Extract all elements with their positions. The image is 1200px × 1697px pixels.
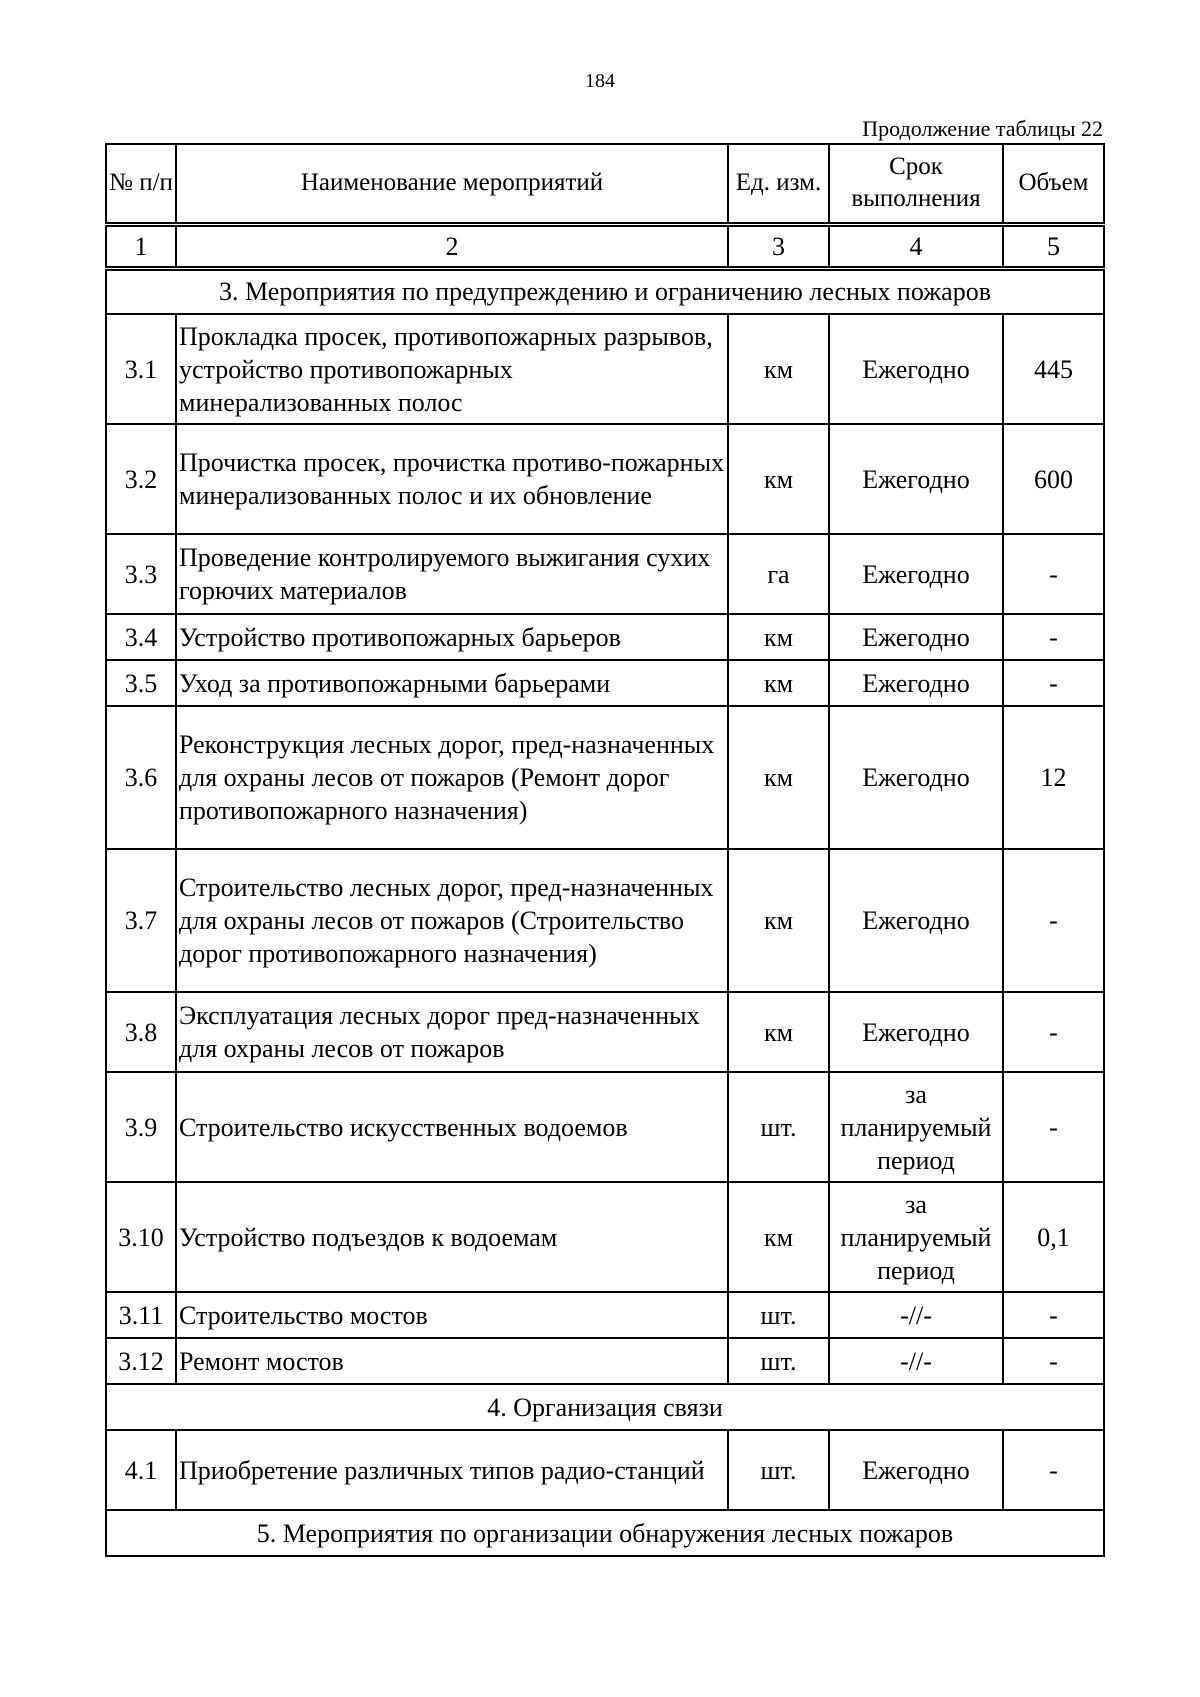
row-number: 3.7 (106, 849, 176, 992)
volume-cell: 12 (1003, 706, 1104, 849)
term-cell: Ежегодно (829, 424, 1003, 534)
measure-name: Ремонт мостов (176, 1338, 728, 1384)
column-number: 3 (728, 224, 829, 268)
header-name: Наименование мероприятий (176, 144, 728, 224)
volume-cell: - (1003, 1072, 1104, 1182)
table-row (106, 992, 1104, 1072)
unit-cell: км (728, 660, 829, 706)
row-number: 3.10 (106, 1182, 176, 1292)
table-row (106, 849, 1104, 992)
table-row (106, 1072, 1104, 1182)
row-number: 3.12 (106, 1338, 176, 1384)
measure-name: Строительство лесных дорог, пред-назначенных для охраны лесов от пожаров (Строительство дорог противопожарного назначения) (176, 849, 728, 992)
table-row (106, 1338, 1104, 1384)
row-number: 3.5 (106, 660, 176, 706)
table-row (106, 660, 1104, 706)
term-cell: Ежегодно (829, 534, 1003, 614)
measure-name: Прочистка просек, прочистка противо-пожарных минерализованных полос и их обновление (176, 424, 728, 534)
row-number: 3.9 (106, 1072, 176, 1182)
section-title: 4. Организация связи (106, 1384, 1104, 1430)
section-title: 5. Мероприятия по организации обнаружения лесных пожаров (106, 1510, 1104, 1556)
volume-cell: - (1003, 1430, 1104, 1510)
measure-name: Устройство подъездов к водоемам (176, 1182, 728, 1292)
unit-cell: шт. (728, 1292, 829, 1338)
term-cell: Ежегодно (829, 614, 1003, 660)
table-row (106, 614, 1104, 660)
measure-name: Реконструкция лесных дорог, пред-назначенных для охраны лесов от пожаров (Ремонт дорог противопожарного назначения) (176, 706, 728, 849)
page-number: 184 (585, 70, 615, 92)
table-caption: Продолжение таблицы 22 (862, 116, 1103, 141)
unit-cell: км (728, 424, 829, 534)
row-number: 4.1 (106, 1430, 176, 1510)
unit-cell: шт. (728, 1072, 829, 1182)
measure-name: Строительство мостов (176, 1292, 728, 1338)
header-unit: Ед. изм. (728, 144, 829, 224)
volume-cell: - (1003, 992, 1104, 1072)
row-number: 3.2 (106, 424, 176, 534)
unit-cell: км (728, 614, 829, 660)
term-cell: за планируемый период (829, 1072, 1003, 1182)
column-numbers-row (106, 224, 1104, 268)
term-cell: Ежегодно (829, 849, 1003, 992)
row-number: 3.6 (106, 706, 176, 849)
table-row (106, 1292, 1104, 1338)
row-number: 3.8 (106, 992, 176, 1072)
unit-cell: км (728, 706, 829, 849)
volume-cell: - (1003, 614, 1104, 660)
volume-cell: 445 (1003, 314, 1104, 424)
term-cell: Ежегодно (829, 314, 1003, 424)
term-cell: Ежегодно (829, 660, 1003, 706)
table-row (106, 706, 1104, 849)
unit-cell: га (728, 534, 829, 614)
header-row (106, 144, 1104, 224)
unit-cell: шт. (728, 1430, 829, 1510)
table-row (106, 314, 1104, 424)
row-number: 3.1 (106, 314, 176, 424)
row-number: 3.3 (106, 534, 176, 614)
header-term: Срок выполнения (829, 144, 1003, 224)
row-number: 3.11 (106, 1292, 176, 1338)
section-title-row (106, 268, 1104, 314)
column-number: 1 (106, 224, 176, 268)
table-row (106, 1182, 1104, 1292)
measure-name: Эксплуатация лесных дорог пред-назначенных для охраны лесов от пожаров (176, 992, 728, 1072)
column-number: 2 (176, 224, 728, 268)
unit-cell: км (728, 314, 829, 424)
volume-cell: 600 (1003, 424, 1104, 534)
row-number: 3.4 (106, 614, 176, 660)
volume-cell: - (1003, 1338, 1104, 1384)
volume-cell: - (1003, 1292, 1104, 1338)
term-cell: Ежегодно (829, 1430, 1003, 1510)
section-title-row (106, 1510, 1104, 1556)
measure-name: Устройство противопожарных барьеров (176, 614, 728, 660)
term-cell: за планируемый период (829, 1182, 1003, 1292)
header-volume: Объем (1003, 144, 1104, 224)
measure-name: Прокладка просек, противопожарных разрывов, устройство противопожарных минерализованных полос (176, 314, 728, 424)
unit-cell: км (728, 1182, 829, 1292)
term-cell: Ежегодно (829, 706, 1003, 849)
column-number: 5 (1003, 224, 1104, 268)
unit-cell: км (728, 849, 829, 992)
term-cell: Ежегодно (829, 992, 1003, 1072)
table-row (106, 424, 1104, 534)
volume-cell: - (1003, 534, 1104, 614)
measure-name: Строительство искусственных водоемов (176, 1072, 728, 1182)
table-row (106, 1430, 1104, 1510)
term-cell: -//- (829, 1338, 1003, 1384)
section-title: 3. Мероприятия по предупреждению и ограничению лесных пожаров (106, 268, 1104, 314)
volume-cell: 0,1 (1003, 1182, 1104, 1292)
header-no: № п/п (106, 144, 176, 224)
column-number: 4 (829, 224, 1003, 268)
measure-name: Приобретение различных типов радио-станций (176, 1430, 728, 1510)
measures-table (105, 143, 1105, 1557)
term-cell: -//- (829, 1292, 1003, 1338)
unit-cell: км (728, 992, 829, 1072)
table-row (106, 534, 1104, 614)
measure-name: Проведение контролируемого выжигания сухих горючих материалов (176, 534, 728, 614)
measure-name: Уход за противопожарными барьерами (176, 660, 728, 706)
volume-cell: - (1003, 849, 1104, 992)
volume-cell: - (1003, 660, 1104, 706)
unit-cell: шт. (728, 1338, 829, 1384)
section-title-row (106, 1384, 1104, 1430)
